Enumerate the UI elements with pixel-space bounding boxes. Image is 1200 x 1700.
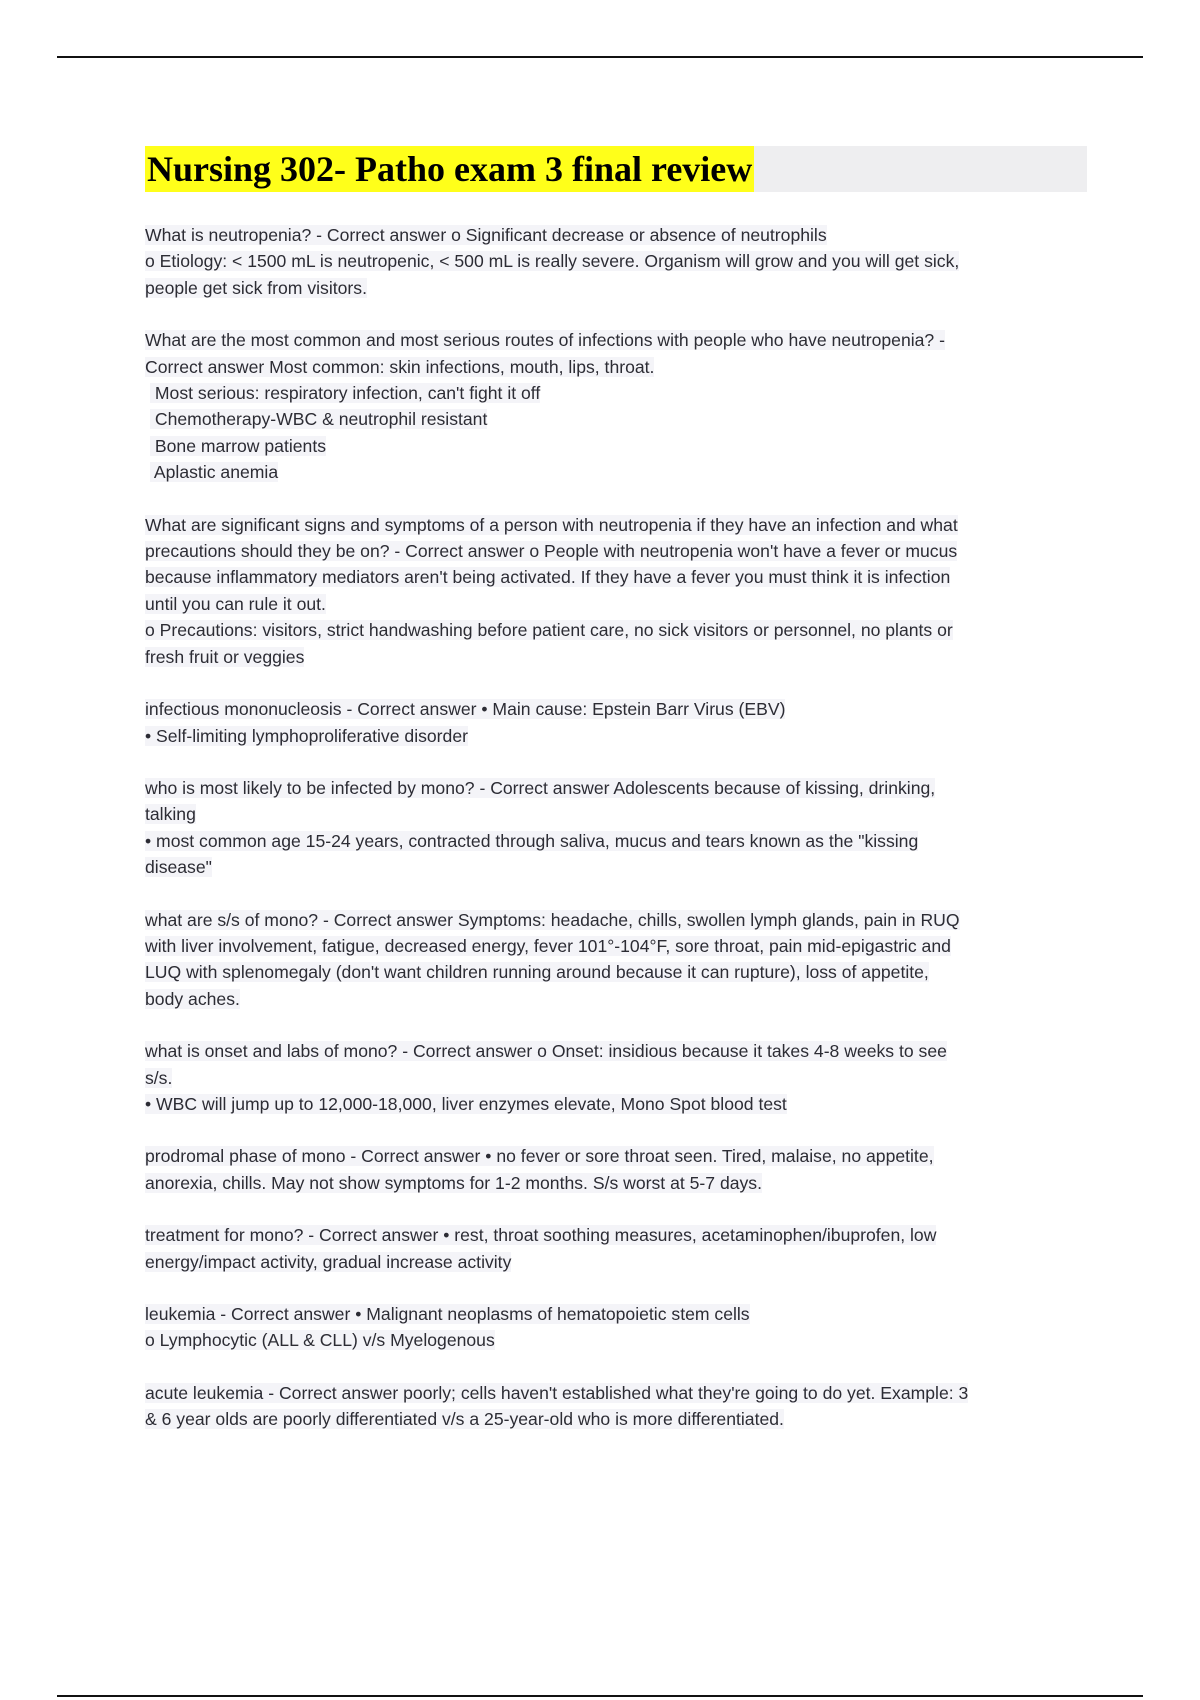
text-line	[145, 222, 1093, 248]
text-line-content: energy/impact activity, gradual increase activity	[145, 1251, 512, 1272]
qa-block	[145, 1380, 1093, 1433]
bottom-divider	[57, 1695, 1143, 1697]
text-line	[145, 1143, 1093, 1169]
text-line	[145, 828, 1093, 854]
qa-block	[145, 222, 1093, 301]
page-title: Nursing 302- Patho exam 3 final review	[145, 146, 754, 192]
text-line-content: LUQ with splenomegaly (don't want children running around because it can rupture), loss of appetite,	[145, 962, 929, 983]
text-line	[145, 248, 1093, 274]
text-line	[145, 617, 1093, 643]
qa-block	[145, 512, 1093, 670]
text-line	[145, 801, 1093, 827]
text-line	[145, 327, 1093, 353]
text-line	[145, 538, 1093, 564]
text-line-content: o Etiology: < 1500 mL is neutropenic, < 500 mL is really severe. Organism will grow and you will get sick,	[145, 251, 960, 272]
text-line	[145, 1091, 1093, 1117]
text-line-content: leukemia - Correct answer • Malignant neoplasms of hematopoietic stem cells	[145, 1304, 750, 1324]
text-line-content: & 6 year olds are poorly differentiated v/s a 25-year-old who is more differentiated.	[145, 1409, 784, 1430]
text-line-content: precautions should they be on? - Correct answer o People with neutropenia won't have a fever or mucus	[145, 541, 958, 562]
text-line-content: o Precautions: visitors, strict handwashing before patient care, no sick visitors or personnel, no plants or	[145, 620, 953, 641]
text-line	[145, 433, 1093, 459]
text-line-content: • Self-limiting lymphoproliferative disorder	[145, 725, 468, 746]
text-line-content: disease"	[145, 857, 212, 878]
text-line-content: people get sick from visitors.	[145, 277, 367, 298]
text-line-content: what is onset and labs of mono? - Correct answer o Onset: insidious because it takes 4-8 weeks to see	[145, 1041, 947, 1062]
text-line-content: What is neutropenia? - Correct answer o Significant decrease or absence of neutrophils	[145, 225, 827, 245]
text-line-content: treatment for mono? - Correct answer • rest, throat soothing measures, acetaminophen/ibuprofen, low	[145, 1225, 937, 1246]
text-line	[145, 591, 1093, 617]
text-line-content: until you can rule it out.	[145, 593, 326, 614]
text-line	[145, 933, 1093, 959]
document-body	[145, 222, 1093, 1459]
text-line-content: • WBC will jump up to 12,000-18,000, liver enzymes elevate, Mono Spot blood test	[145, 1093, 787, 1114]
text-line	[145, 1249, 1093, 1275]
text-line	[145, 512, 1093, 538]
text-line	[145, 1380, 1093, 1406]
text-line-content: infectious mononucleosis - Correct answer • Main cause: Epstein Barr Virus (EBV)	[145, 699, 786, 720]
text-line-content: because inflammatory mediators aren't being activated. If they have a fever you must think it is infection	[145, 567, 951, 588]
text-line	[145, 380, 1093, 406]
text-line-content: s/s.	[145, 1067, 173, 1088]
text-line	[145, 723, 1093, 749]
text-line	[145, 406, 1093, 432]
qa-block	[145, 775, 1093, 881]
text-line	[145, 1170, 1093, 1196]
text-line-content: Chemotherapy-WBC & neutrophil resistant	[150, 409, 488, 430]
text-line	[145, 459, 1093, 485]
text-line	[145, 775, 1093, 801]
text-line-content: prodromal phase of mono - Correct answer • no fever or sore throat seen. Tired, malaise, no appetite,	[145, 1146, 934, 1167]
text-line-content: Most serious: respiratory infection, can't fight it off	[150, 383, 541, 404]
text-line	[145, 854, 1093, 880]
qa-block	[145, 1222, 1093, 1275]
text-line	[145, 275, 1093, 301]
text-line-content: fresh fruit or veggies	[145, 646, 305, 667]
top-divider	[57, 56, 1143, 58]
text-line	[145, 1222, 1093, 1248]
text-line	[145, 1038, 1093, 1064]
text-line	[145, 907, 1093, 933]
qa-block	[145, 327, 1093, 485]
text-line	[145, 959, 1093, 985]
text-line-content: Correct answer Most common: skin infections, mouth, lips, throat.	[145, 356, 655, 377]
text-line-content: Aplastic anemia	[150, 462, 279, 483]
text-line	[145, 986, 1093, 1012]
qa-block	[145, 1143, 1093, 1196]
text-line-content: with liver involvement, fatigue, decreased energy, fever 101°-104°F, sore throat, pain mid-epigastric and	[145, 935, 951, 956]
qa-block	[145, 1301, 1093, 1354]
qa-block	[145, 696, 1093, 749]
text-line	[145, 1301, 1093, 1327]
text-line	[145, 1406, 1093, 1432]
text-line-content: anorexia, chills. May not show symptoms for 1-2 months. S/s worst at 5-7 days.	[145, 1172, 762, 1193]
text-line-content: o Lymphocytic (ALL & CLL) v/s Myelogenous	[145, 1330, 495, 1351]
text-line-content: What are the most common and most serious routes of infections with people who have neutropenia? -	[145, 330, 945, 351]
text-line-content: Bone marrow patients	[150, 435, 327, 456]
text-line-content: who is most likely to be infected by mono? - Correct answer Adolescents because of kissing, drinking,	[145, 777, 936, 798]
text-line-content: body aches.	[145, 988, 240, 1009]
text-line	[145, 644, 1093, 670]
text-line-content: acute leukemia - Correct answer poorly; cells haven't established what they're going to do yet. Example: 3	[145, 1382, 969, 1403]
qa-block	[145, 907, 1093, 1013]
text-line	[145, 1327, 1093, 1353]
text-line	[145, 1065, 1093, 1091]
text-line-content: talking	[145, 804, 196, 825]
text-line-content: What are significant signs and symptoms of a person with neutropenia if they have an infection and what	[145, 514, 958, 535]
qa-block	[145, 1038, 1093, 1117]
text-line-content: what are s/s of mono? - Correct answer Symptoms: headache, chills, swollen lymph glands, pain in RUQ	[145, 909, 960, 930]
text-line	[145, 696, 1093, 722]
text-line-content: • most common age 15-24 years, contracted through saliva, mucus and tears known as the "kissing	[145, 830, 919, 851]
text-line	[145, 354, 1093, 380]
text-line	[145, 564, 1093, 590]
